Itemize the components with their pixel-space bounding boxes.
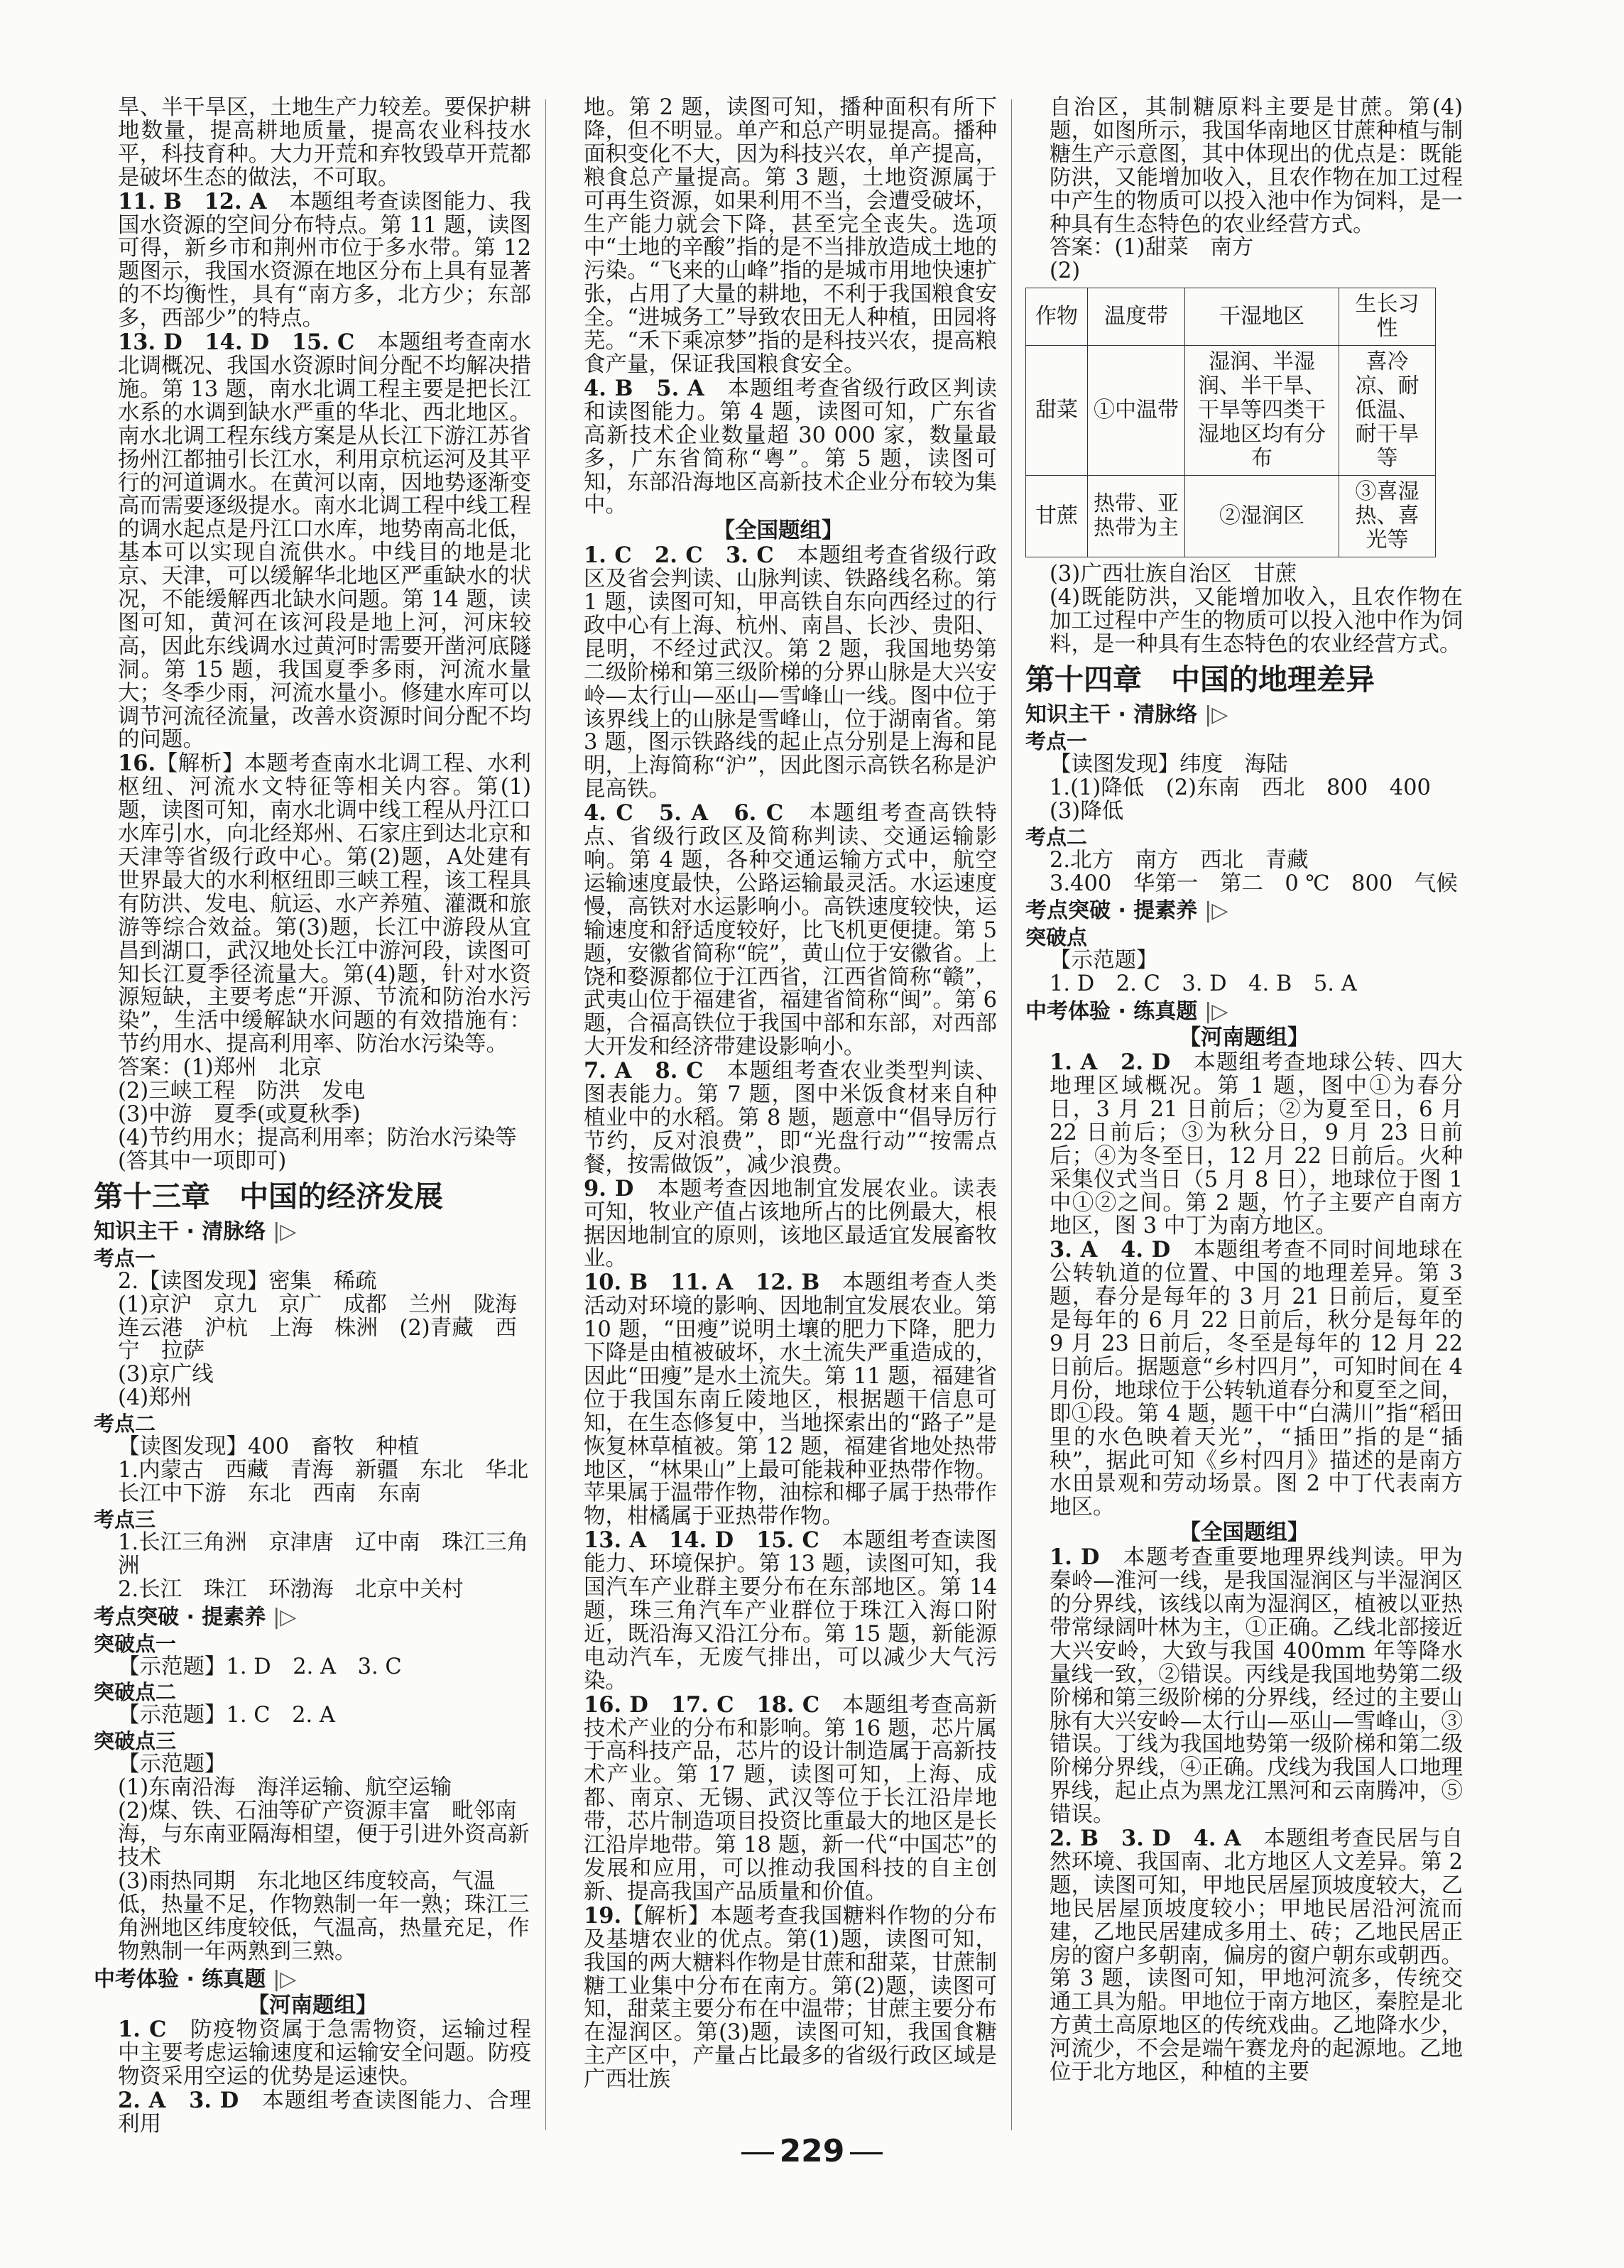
table-header-cell: 作物 xyxy=(1026,288,1088,346)
column-divider-right xyxy=(1011,99,1012,2130)
answer-number: 11. B 12. A xyxy=(118,188,267,214)
answer-explanation: 本题组考查人类活动对环境的影响、因地制宜发展农业。第 10 题，“田瘦”说明土壤的肥力下降，肥力下降是由植被破坏，水土流失严重造成的，因此“田瘦”是水土流失。第 11 题，福建省位于我国东南丘陵地区，根据题干信息可知，在生态修复中，当地探索出的“路子”是恢复林草植被。第 12 题，福建省地处热带地区，“林果山”上最可能栽种亚热带作物。苹果属于温带作物，油棕和椰子属于热带作物，柑橘属于亚热带作物。 xyxy=(584,1270,1004,1530)
answer-item xyxy=(1025,1237,1470,1520)
breakthrough-list xyxy=(1025,925,1463,996)
subsection-heading: 考点一 xyxy=(94,1245,156,1270)
answer-item xyxy=(560,1527,1004,1694)
answer-explanation: 本题组考查地球公转、四大地理区域概况。第 1 题，图中①为春分日，3 月 21 日前后；②为夏至日，6 月 22 日前后；③为秋分日，9 月 23 日前后；④为冬至日，12 月 22 日前后。火种采集仪式当日（5 月 8 日），地球位于图 1 中①②之间。第 2 题，竹子主要产自南方地区，图 3 中丁为南方地区。 xyxy=(1050,1050,1470,1239)
table-cell: 甘蔗 xyxy=(1026,476,1088,557)
answer-list xyxy=(560,543,1004,2093)
answer-explanation: 本题组考查高铁特点、省级行政区及简称判读、交通运输影响。第 4 题，各种交通运输方式中，航空运输速度最快，公路运输最灵活。水运速度慢，高铁对水运影响小。高铁速度较快，运输速度和舒适度较好，比飞机更便捷。第 5 题，安徽省简称“皖”，黄山位于安徽省。上饶和婺源都位于江西省，江西省简称“赣”，武夷山位于福建省，福建省简称“闽”。第 6 题，合福高铁位于我国中部和东部，对西部大开发和经济带建设影响小。 xyxy=(584,801,1004,1060)
section-knowledge-heading: 知识主干 · 清脉络 |▷ xyxy=(94,1218,297,1244)
answer-number: 1. D xyxy=(1050,1544,1100,1571)
answer-number: 13. A 14. D 15. C xyxy=(584,1527,819,1554)
answer-explanation: 本题组考查南水北调概况、我国水资源时间分配不均解决措施。第 13 题，南水北调工程主要是把长江水系的水调到缺水严重的华北、西北地区。南水北调工程东线方案是从长江下游江苏省扬州江都抽引长江水，利用京杭运河及其平行的河道调水。在黄河以南，因地势逐渐变高而需要逐级提水。南水北调工程中线工程的调水起点是丹江口水库，地势南高北低，基本可以实现自流供水。中线目的地是北京、天津，可以缓解华北地区严重缺水的状况，不能缓解西北缺水问题。第 14 题，读图可知，黄河在该河段是地上河，河床较高，因此东线调水过黄河时需要开凿河底隧洞。第 15 题，我国夏季多雨，河流水量大；冬季少雨，河流水量小。修建水库可以调节河流径流量，改善水资源时间分配不均的问题。 xyxy=(118,330,532,753)
paragraph-continuation: 自治区，其制糖原料主要是甘蔗。第(4)题，如图所示，我国华南地区甘蔗种植与制糖生产示意图，其中体现出的优点是：既能防洪，又能增加收入，且农作物在加工过程中产生的物质可以投入池中作为饲料，是一种具有生态特色的农业经营方式。 xyxy=(1050,95,1463,237)
table-cell: 热带、亚热带为主 xyxy=(1088,476,1185,557)
subsection-heading: 考点二 xyxy=(94,1412,156,1436)
answer-item xyxy=(560,1059,997,1177)
table-cell: ①中温带 xyxy=(1088,346,1185,476)
subsection-heading: 突破点三 xyxy=(94,1729,177,1754)
text-line: 1.长江三角洲 京津唐 辽中南 珠江三角洲 xyxy=(118,1530,529,1579)
text-line: 3.400 华第一 第二 0 ℃ 800 气候 xyxy=(1050,871,1458,896)
column-left xyxy=(94,95,550,2144)
answer-explanation: 【解析】本题考查我国糖料作物的分布及基塘农业的优点。第(1)题，读图可知，我国的两大糖料作物是甘蔗和甜菜，甘蔗制糖工业集中分布在南方。第(2)题，读图可知，甜菜主要分布在中温带；甘蔗主要分布在湿润区。第(3)题，读图可知，我国食糖主产区中，产量占比最多的省级行政区域是广西壮族 xyxy=(584,1903,997,2093)
answer-explanation: 本题考查因地制宜发展农业。读表可知，牧业产值占该地所占的比例最大，根据因地制宜的原则，该地区最适宜发展畜牧业。 xyxy=(584,1176,997,1272)
answer-list xyxy=(94,188,538,1057)
table-cell: 湿润、半湿润、半干旱、干旱等四类干湿地区均有分布 xyxy=(1185,346,1339,476)
answer-explanation: 本题组考查读图能力、合理利用 xyxy=(118,2088,532,2137)
chapter-14-title: 第十四章 中国的地理差异 xyxy=(1025,662,1375,697)
section-breakthrough-heading: 考点突破 · 提素养 |▷ xyxy=(1025,898,1228,924)
answer-line: 答案：(1)郑州 北京 xyxy=(118,1055,322,1081)
answer-explanation: 本题组考查省级行政区判读和读图能力。第 4 题，读图可知，广东省高新技术企业数量超 30 000 家，数量最多，广东省简称“粤”。第 5 题，读图可知，东部沿海地区高新技术企业分布较为集中。 xyxy=(584,376,997,518)
chapter-13-title: 第十三章 中国的经济发展 xyxy=(94,1179,443,1214)
table-header-cell: 干湿地区 xyxy=(1185,288,1339,346)
answer-number: 4. C 5. A 6. C xyxy=(584,800,784,827)
text-line: 1.(1)降低 (2)东南 西北 800 400 xyxy=(1050,775,1431,800)
answer-line: 答案：(1)甜菜 南方 xyxy=(1050,235,1254,261)
answer-number: 7. A 8. C xyxy=(584,1058,704,1084)
answer-number: 1. C xyxy=(118,2017,167,2043)
answer-item xyxy=(94,752,531,1057)
answer-item xyxy=(1025,1050,1470,1239)
answer-item xyxy=(94,188,538,332)
answer-item xyxy=(94,331,531,752)
answer-item xyxy=(560,543,1004,802)
answer-item xyxy=(1025,1546,1463,1827)
answer-explanation: 防疫物资属于急需物资，运输过程中主要考虑运输速度和运输安全问题。防疫物资采用空运的优势是运速快。 xyxy=(118,2017,532,2090)
answer-item xyxy=(1025,1826,1470,2086)
answer-explanation: 本题组考查读图能力、我国水资源的空间分布特点。第 11 题，读图可得，新乡市和荆州市位于多水带。第 12 题图示，我国水资源在地区分布上具有显著的不均衡性，具有“南方多，北方少；东部多，西部少”的特点。 xyxy=(118,189,538,332)
text-line: (3)京广线 xyxy=(118,1362,214,1387)
answer-number: 2. A 3. D xyxy=(118,2088,239,2114)
table-row xyxy=(1026,346,1436,476)
section-exam-heading: 中考体验 · 练真题 |▷ xyxy=(1025,999,1228,1025)
answer-line: (4)节约用水；提高利用率；防治水污染等(答其中一项即可) xyxy=(118,1125,517,1174)
table-cell: ②湿润区 xyxy=(1185,476,1339,557)
text-line: (4)郑州 xyxy=(118,1385,192,1411)
answer-explanation: 本题组考查省级行政区及省会判读、山脉判读、铁路线名称。第 1 题，读图可知，甲高铁自东向西经过的行政中心有上海、杭州、南昌、长沙、贵阳、昆明，不经过武汉。第 2 题，我国地势第二级阶梯和第三级阶梯的分界山脉是大兴安岭—太行山—巫山—雪峰山一线。图中位于该界线上的山脉是雪峰山，位于湖南省。第 3 题，图示铁路线的起止点分别是上海和昆明，上海简称“沪”，因此图示高铁名称是沪昆高铁。 xyxy=(584,543,1004,802)
answer-item xyxy=(560,1904,997,2092)
answer-number: 9. D xyxy=(584,1175,634,1201)
text-line: 【读图发现】400 畜牧 种植 xyxy=(118,1434,420,1460)
table-cell: ③喜湿热、喜光等 xyxy=(1339,476,1436,557)
answer-number: 13. D 14. D 15. C xyxy=(118,329,355,356)
table-header-cell: 生长习性 xyxy=(1339,288,1436,346)
henan-group-label: 【河南题组】 xyxy=(247,1992,378,2018)
text-line: 2.【读图发现】密集 稀疏 xyxy=(118,1268,377,1294)
answer-line: (2)三峡工程 防洪 发电 xyxy=(118,1079,366,1104)
column-right xyxy=(1025,95,1470,2144)
subsection-heading: 突破点二 xyxy=(94,1680,177,1705)
answer-line: (2) xyxy=(1050,258,1081,284)
text-line: 【示范题】 xyxy=(118,1752,227,1777)
answer-number: 1. A 2. D xyxy=(1050,1050,1171,1076)
answer-number: 16. xyxy=(118,751,156,777)
answer-line: (4)既能防洪，又能增加收入，且农作物在加工过程中产生的物质可以投入池中作为饲料，是一种具有生态特色的农业经营方式。 xyxy=(1050,585,1463,657)
text-line: 【示范题】 xyxy=(1050,948,1158,974)
answer-explanation: 本题组考查不同时间地球在公转轨道的位置、中国的地理差异。第 3 题，春分是每年的 3 月 21 日前后，夏至是每年的 6 月 22 日前后，秋分是每年的 9 月 23 日前后，冬至是每年的 12 月 22 日前后。据题意“乡村四月”，可知时间在 4 月份，地球位于公转轨道春分和夏至之间，即①段。第 4 题，题干中“白满川”指“稻田里的水色映着天光”，“插田”指的是“插秧”，据此可知《乡村四月》描述的是南方水田景观和劳动场景。图 2 中丁代表南方地区。 xyxy=(1050,1238,1470,1520)
answer-explanation: 本题组考查读图能力、环境保护。第 13 题，读图可知，我国汽车产业群主要分布在东部地区。第 14 题，珠三角汽车产业群位于珠江入海口附近，既沿海又沿江分布。第 15 题，新能源电动汽车，无废气排出，可以减少大气污染。 xyxy=(584,1528,1004,1694)
section-breakthrough-heading: 考点突破 · 提素养 |▷ xyxy=(94,1604,297,1630)
knowledge-list xyxy=(1025,729,1463,896)
text-line: 2.长江 珠江 环渤海 北京中关村 xyxy=(118,1576,464,1602)
answer-number: 1. C 2. C 3. C xyxy=(584,543,774,569)
answer-item xyxy=(560,1691,997,1904)
answer-explanation: 本题组考查民居与自然环境、我国南、北方地区人文差异。第 2 题，读图可知，甲地民居屋顶坡度较大，乙地民居屋顶坡度较小；甲地民居沿河流而建，乙地民居建成多用土、砖；乙地民居正房的窗户多朝南，偏房的窗户朝东或朝西。第 3 题，读图可知，甲地河流多，传统交通工具为船。甲地位于南方地区，秦腔是北方黄土高原地区的传统戏曲。乙地降水少，河流少，不会是端午赛龙舟的起源地。乙地位于北方地区，种植的主要 xyxy=(1050,1826,1470,2086)
subsection-heading: 考点一 xyxy=(1025,729,1088,753)
text-line: (1)东南沿海 海洋运输、航空运输 xyxy=(118,1775,452,1801)
text-line: (2)煤、铁、石油等矿产资源丰富 毗邻南海，与东南亚隔海相望，便于引进外资高新技术 xyxy=(118,1799,530,1870)
paragraph-continuation: 旱、半干旱区，土地生产力较差。要保护耕地数量，提高耕地质量，提高农业科技水平，科技育种。大力开荒和弃牧毁草开荒都是破坏生态的做法，不可取。 xyxy=(118,95,531,190)
answer-line: (3)中游 夏季(或夏秋季) xyxy=(118,1101,361,1127)
national-group-label: 【全国题组】 xyxy=(1179,1520,1309,1546)
answer-explanation: 本题考查重要地理界线判读。甲为秦岭—淮河一线，是我国湿润区与半湿润区的分界线，该线以南为湿润区，植被以亚热带常绿阔叶林为主，①正确。乙线北部接近大兴安岭，大致与我国 400mm 年等降水量线一致，②错误。丙线是我国地势第二级阶梯和第三级阶梯的分界线，经过的主要山脉有大兴安岭—太行山—巫山—雪峰山，③错误。丁线为我国地势第一级阶梯和第二级阶梯分界线，④正确。戊线为我国人口地理界线，起止点为黑龙江黑河和云南腾冲，⑤错误。 xyxy=(1050,1545,1463,1828)
answer-number: 2. B 3. D 4. A xyxy=(1050,1826,1241,1852)
text-line: 1. D 2. C 3. D 4. B 5. A xyxy=(1050,971,1357,997)
table-cell: 甜菜 xyxy=(1026,346,1088,476)
column-divider-left xyxy=(545,99,546,2130)
exam-answer-list xyxy=(1025,1050,1470,1520)
page-number: 229 xyxy=(0,2130,1624,2173)
table-row xyxy=(1026,476,1436,557)
answer-line: (3)广西壮族自治区 甘蔗 xyxy=(1050,562,1297,587)
text-line: 【示范题】1. D 2. A 3. C xyxy=(118,1654,402,1679)
text-line: (3)降低 xyxy=(1050,798,1124,824)
answer-number: 4. B 5. A xyxy=(584,375,704,401)
table-header-row xyxy=(1026,288,1436,346)
crop-comparison-table xyxy=(1025,288,1436,557)
answer-item xyxy=(560,1177,997,1272)
exam-answer-list xyxy=(1025,1544,1470,2086)
national-group-label: 【全国题组】 xyxy=(713,518,844,544)
answer-item xyxy=(94,2089,531,2137)
answer-explanation: 本题组考查高新技术产业的分布和影响。第 16 题，芯片属于高科技产品，芯片的设计制造属于高新技术产业。第 17 题，读图可知，上海、成都、南京、无锡、武汉等位于长江沿岸地带，芯片制造项目投资比重最大的地区是长江沿岸地带。第 18 题，新一代“中国芯”的发展和应用，可以推动我国科技的自主创新、提高我国产品质量和价值。 xyxy=(584,1692,997,1904)
answer-explanation: 本题组考查农业类型判读、图表能力。第 7 题，图中米饭食材来自种植业中的水稻。第 8 题，题意中“倡导厉行节约，反对浪费”，即“光盘行动”“按需点餐，按需做饭”，减少浪费。 xyxy=(584,1059,998,1177)
column-middle xyxy=(560,95,1004,2144)
text-line: (3)雨热同期 东北地区纬度较高，气温低，热量不足，作物熟制一年一熟；珠江三角洲地区纬度较低，气温高，热量充足，作物熟制一年两熟到三熟。 xyxy=(118,1868,530,1964)
answer-item xyxy=(560,800,1004,1060)
text-line: (1)京沪 京九 京广 成都 兰州 陇海 连云港 沪杭 上海 株洲 (2)青藏 西宁 拉萨 xyxy=(118,1292,539,1364)
text-line: 2.北方 南方 西北 青藏 xyxy=(1050,847,1309,873)
subsection-heading: 突破点一 xyxy=(94,1631,177,1656)
subsection-heading: 考点二 xyxy=(1025,824,1088,849)
paragraph-continuation: 地。第 2 题，读图可知，播种面积有所下降，但不明显。单产和总产明显提高。播种面积变化不大，因为科技兴农，单产提高，粮食总产量提高。第 3 题，土地资源属于可再生资源，如果利用不当，会遭受破坏，生产能力就会下降，甚至完全丧失。选项中“土地的辛酸”指的是不当排放造成土地的污染。“飞来的山峰”指的是城市用地快速扩张，占用了大量的耕地，不利于我国粮食安全。“进城务工”导致农田无人种植，田园将芜。“禾下乘凉梦”指的是科技兴农，提高粮食产量，保证我国粮食安全。 xyxy=(584,95,997,377)
text-line: 【示范题】1. C 2. A xyxy=(118,1703,335,1728)
subsection-heading: 突破点 xyxy=(1025,925,1088,950)
text-line: 1.内蒙古 西藏 青海 新疆 东北 华北 长江中下游 东北 西南 东南 xyxy=(118,1458,550,1506)
knowledge-list xyxy=(94,1245,550,1602)
subsection-heading: 考点三 xyxy=(94,1507,156,1532)
table-cell: 喜冷凉、耐低温、耐干旱等 xyxy=(1339,346,1436,476)
answer-number: 19. xyxy=(584,1902,622,1929)
answer-item xyxy=(560,1270,1004,1530)
answer-explanation: 【解析】本题考查南水北调工程、水利枢纽、河流水文特征等相关内容。第(1)题，读图可知，南水北调中线工程从丹江口水库引水，向北经郑州、石家庄到达北京和天津等省级行政中心。第(2)题，A处建有世界最大的水利枢纽即三峡工程，该工程具有防洪、发电、航运、水产养殖、灌溉和旅游等综合效益。第(3)题，长江中游段从宜昌到湖口，武汉地处长江中游河段，读图可知长江夏季径流量大。第(4)题，针对水资源短缺，主要考虑“开源、节流和防治水污染”，生活中缓解缺水问题的有效措施有：节约用水、提高利用率、防治水污染等。 xyxy=(118,751,531,1057)
exam-answer-list xyxy=(94,2018,531,2137)
answer-list xyxy=(560,377,997,518)
answer-number: 10. B 11. A 12. B xyxy=(584,1270,820,1296)
answer-number: 3. A 4. D xyxy=(1050,1237,1171,1263)
breakthrough-list xyxy=(94,1632,531,1964)
answer-item xyxy=(94,2018,531,2089)
henan-group-label: 【河南题组】 xyxy=(1179,1025,1309,1051)
section-knowledge-heading: 知识主干 · 清脉络 |▷ xyxy=(1025,702,1228,727)
text-line: 【读图发现】纬度 海陆 xyxy=(1050,751,1288,777)
answer-number: 16. D 17. C 18. C xyxy=(584,1691,820,1718)
answer-item xyxy=(560,377,997,518)
section-exam-heading: 中考体验 · 练真题 |▷ xyxy=(94,1966,297,1992)
table-header-cell: 温度带 xyxy=(1088,288,1185,346)
